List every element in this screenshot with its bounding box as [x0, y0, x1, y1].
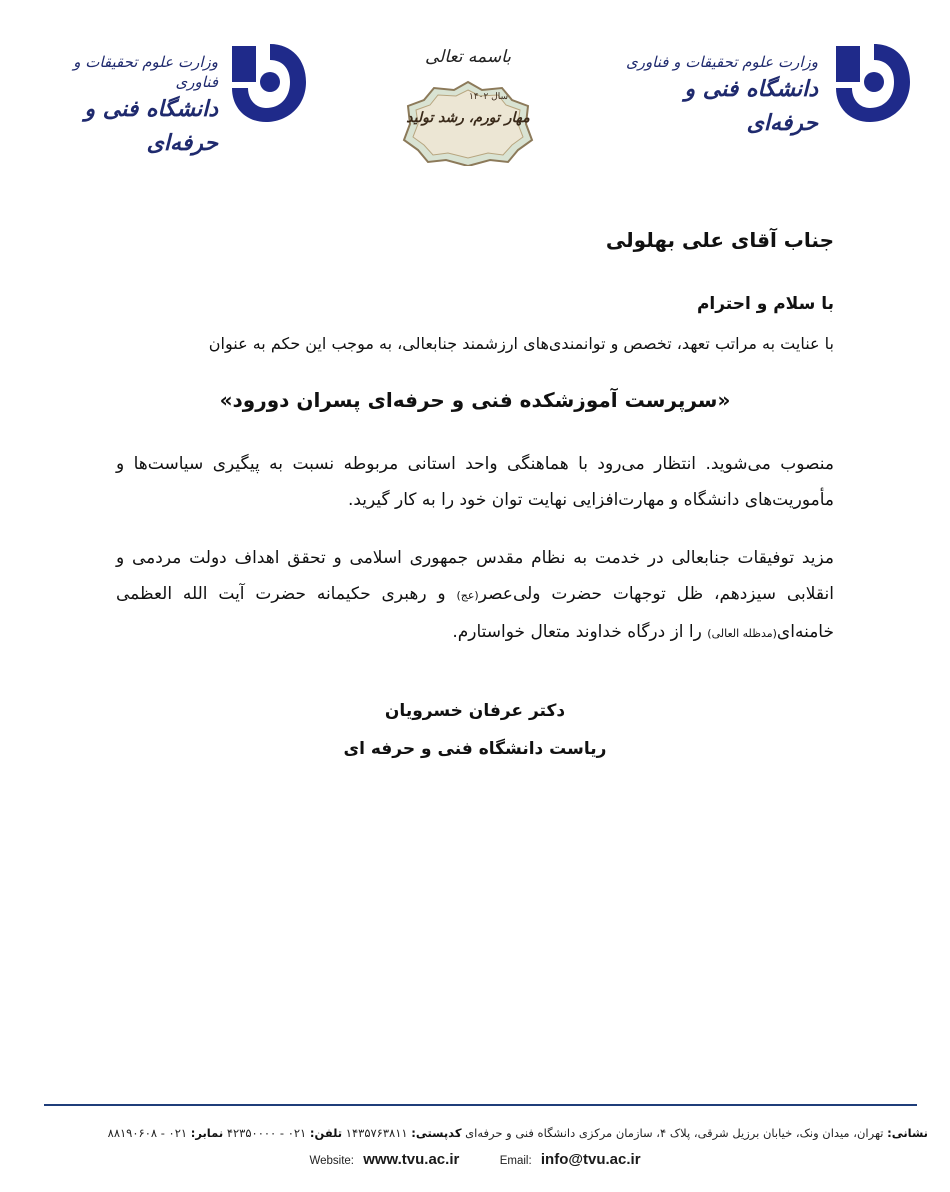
postal-value: ۱۴۳۵۷۶۳۸۱۱ — [342, 1126, 412, 1140]
logo-text-left — [70, 52, 218, 160]
paragraph-appointment: منصوب می‌شوید. انتظار می‌رود با هماهنگی واحد استانی مربوطه نسبت به پیگیری سیاست‌ها و مأموریت‌های دانشگاه و مهارت‌افزایی نهایت توان خود را به کار گیرید. — [116, 454, 834, 510]
wishes-honorific-aj: (عج) — [456, 589, 479, 602]
signature-block — [0, 692, 950, 768]
wishes-text-c: و رهبری حکیمانه حضرت آیت الله العظمی خامنه‌ای — [116, 584, 834, 642]
footer-divider — [44, 1104, 917, 1106]
logo-text-right — [624, 52, 818, 140]
year-label: سال ۱۴۰۲ — [468, 92, 508, 102]
paragraph-wishes — [116, 540, 834, 652]
website-link[interactable]: www.tvu.ac.ir — [363, 1151, 460, 1168]
university-name: دانشگاه فنی و حرفه‌ای — [84, 96, 218, 156]
university-emblem-icon — [226, 38, 310, 128]
website-label: Website: — [309, 1155, 354, 1167]
email-label: Email: — [499, 1155, 532, 1167]
phone-label: تلفن: — [309, 1126, 343, 1140]
greeting: با سلام و احترام — [696, 294, 834, 314]
signatory-title: ریاست دانشگاه فنی و حرفه ای — [343, 739, 607, 759]
bismillah: باسمه تعالی — [425, 47, 511, 67]
footer-contact — [0, 1151, 950, 1168]
email-link[interactable]: info@tvu.ac.ir — [540, 1151, 641, 1168]
year-slogan: مهار تورم، رشد تولید — [406, 110, 530, 126]
addressee: جناب آقای علی بهلولی — [605, 228, 834, 252]
ministry-name: وزارت علوم تحقیقات و فناوری — [73, 53, 218, 91]
signatory-name: دکتر عرفان خسرویان — [384, 701, 566, 721]
year-slogan-emblem — [398, 40, 538, 178]
fax-value: ۰۲۱ - ۸۸۱۹۰۶۰۸ — [107, 1126, 191, 1140]
address-value: تهران، میدان ونک، خیابان برزیل شرقی، پلاک ۴، سازمان مرکزی دانشگاه فنی و حرفه‌ای — [461, 1126, 888, 1140]
ministry-name: وزارت علوم تحقیقات و فناوری — [625, 53, 818, 71]
year-slogan-badge — [402, 80, 534, 166]
wishes-honorific-leader: (مدظله العالی) — [707, 627, 777, 640]
address-label: نشانی: — [887, 1126, 928, 1140]
fax-label: نمابر: — [190, 1126, 224, 1140]
phone-value: ۰۲۱ - ۴۲۳۵۰۰۰۰ — [223, 1126, 310, 1140]
university-logo-left — [70, 38, 310, 156]
postal-label: کدپستی: — [411, 1126, 462, 1140]
intro-line: با عنایت به مراتب تعهد، تخصص و توانمندی‌های ارزشمند جنابعالی، به موجب این حکم به عنوان — [208, 334, 834, 353]
wishes-text-a: مزید توفیقات جنابعالی در خدمت به نظام مقدس جمهوری اسلامی و تحقق اهداف دولت مردمی و انقلابی سیزدهم، ظل توجهات حضرت ولی‌عصر — [116, 548, 834, 604]
university-logo-right — [624, 38, 914, 138]
position-title: «سرپرست آموزشکده فنی و حرفه‌ای پسران دورود» — [219, 388, 731, 412]
footer-address — [30, 1126, 928, 1140]
university-emblem-icon — [830, 38, 914, 128]
university-name: دانشگاه فنی و حرفه‌ای — [684, 76, 818, 136]
wishes-text-e: را از درگاه خداوند متعال خواستارم. — [452, 622, 708, 642]
